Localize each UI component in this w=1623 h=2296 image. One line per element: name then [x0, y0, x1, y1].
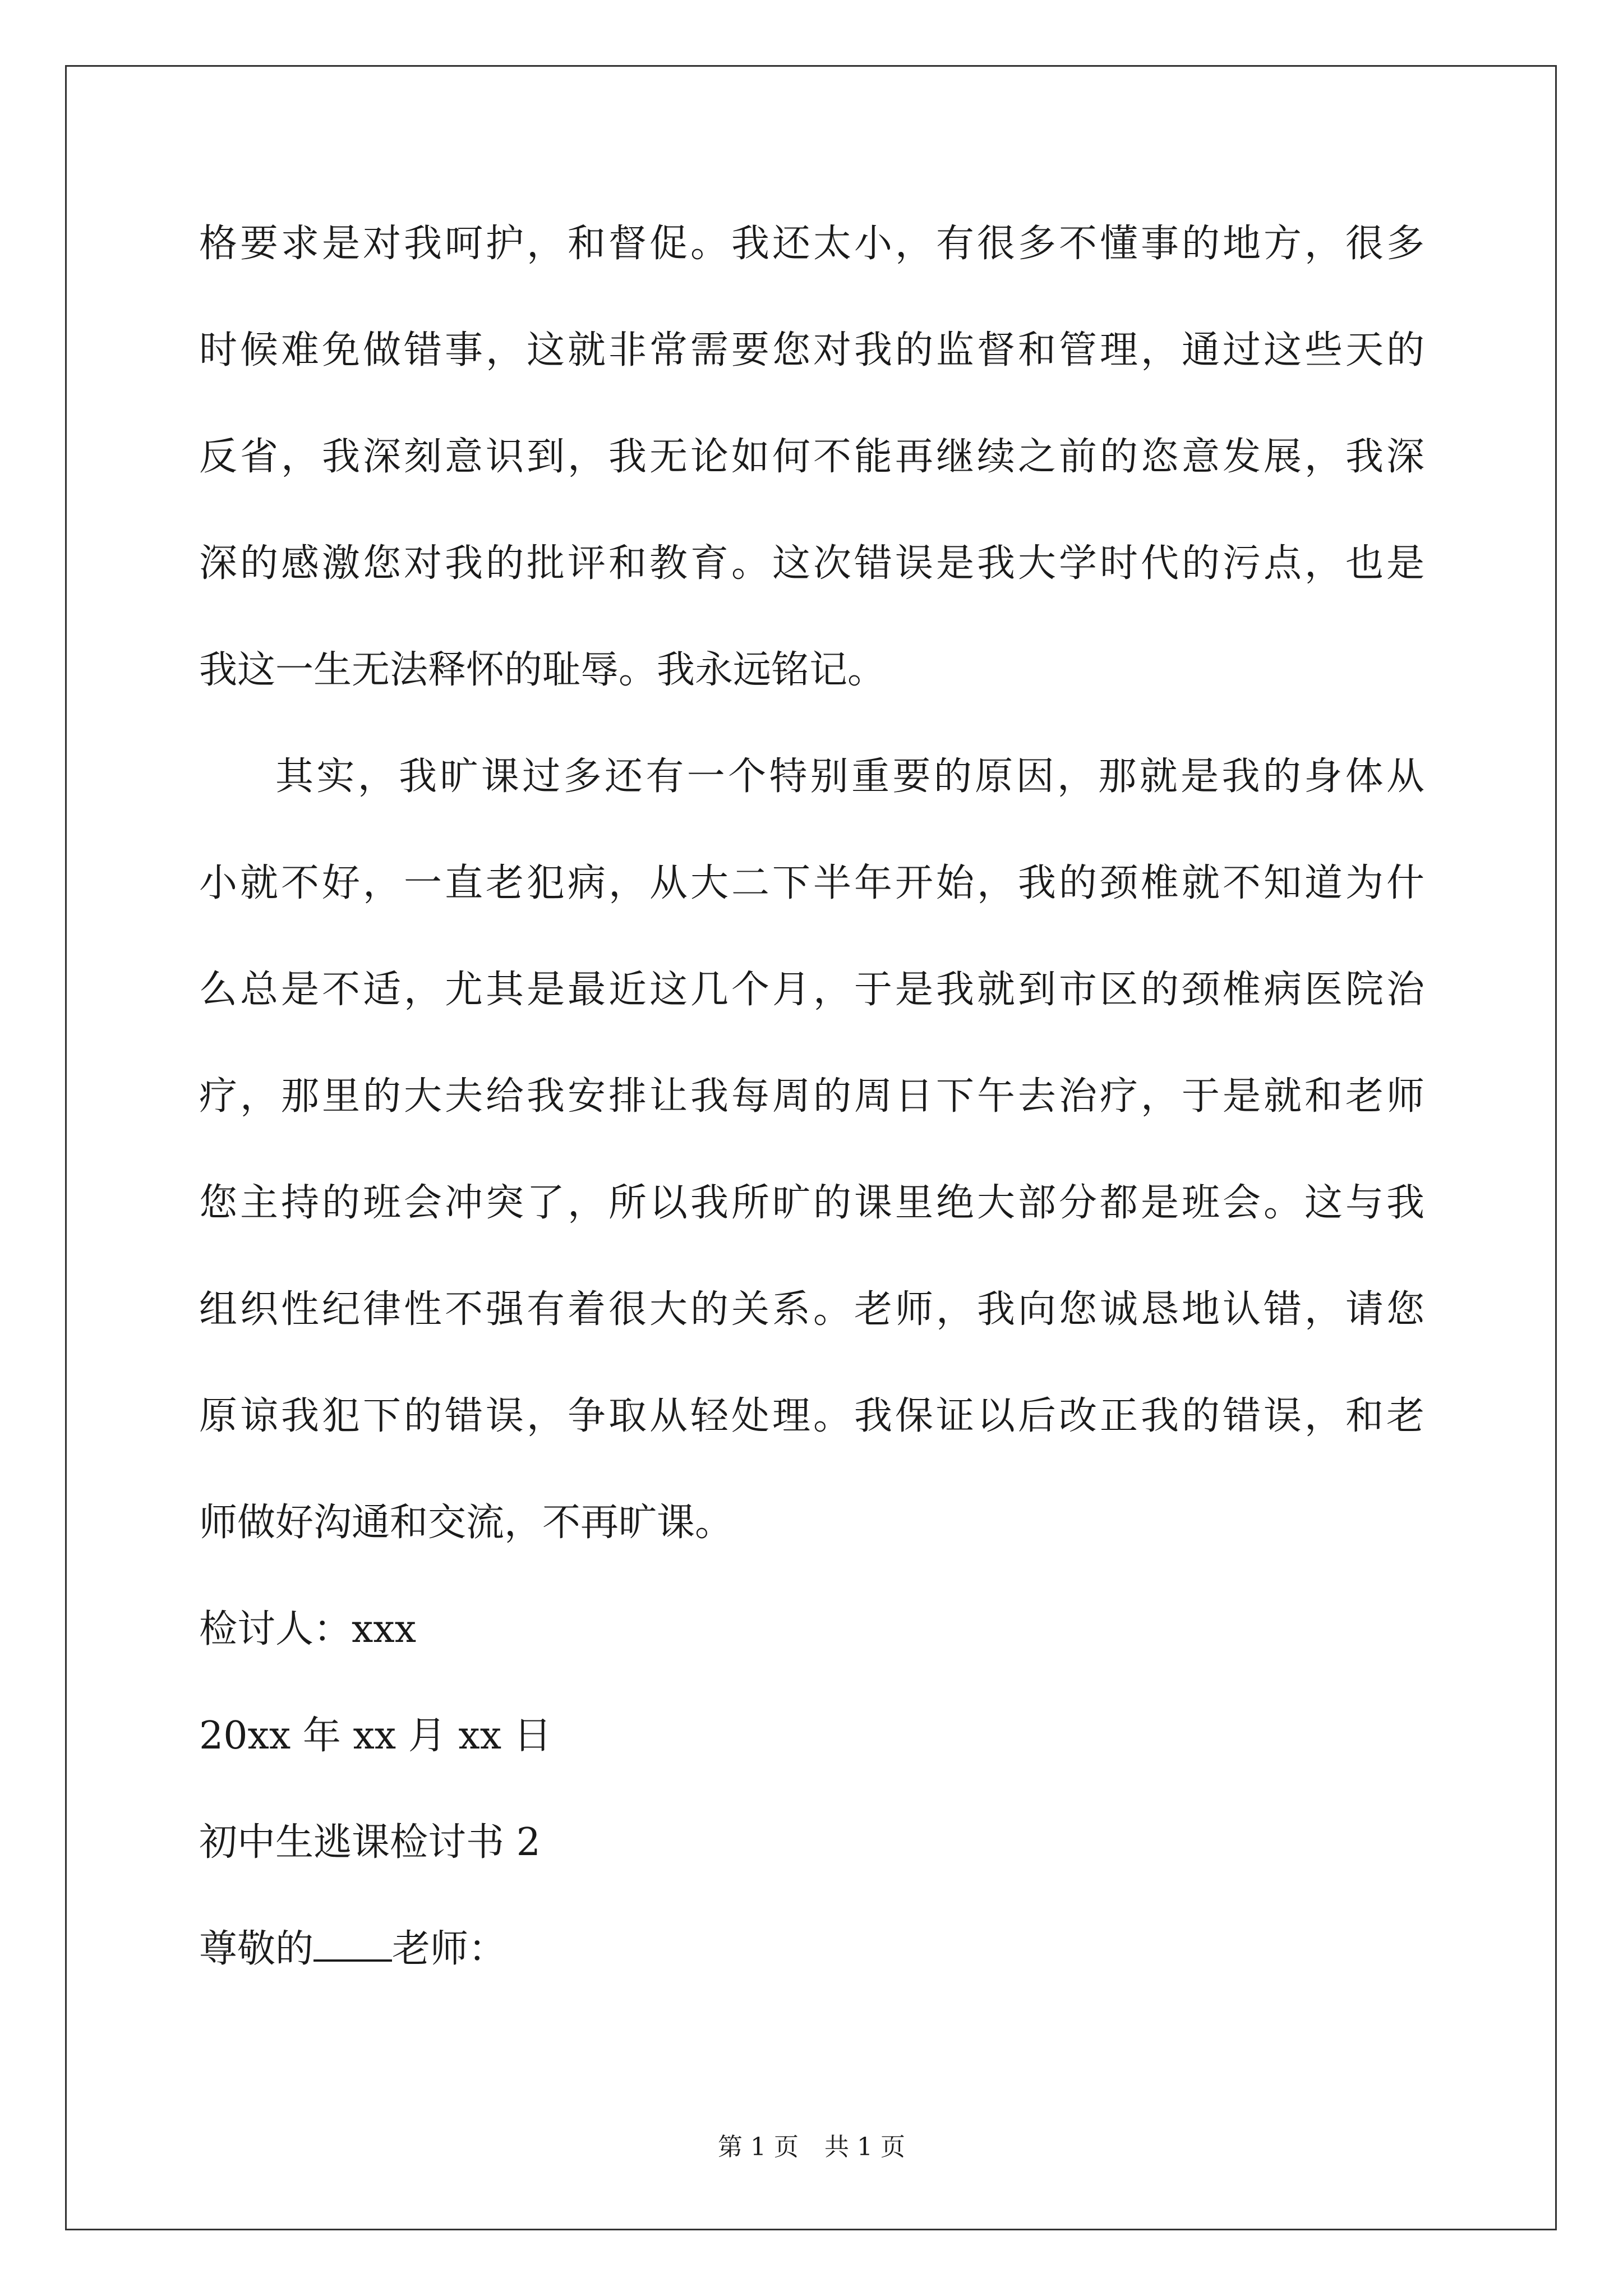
text-line-1: 格要求是对我呵护，和督促。我还太小，有很多不懂事的地方，很多 — [199, 222, 1424, 266]
reviewer-line: 检讨人：xxx — [199, 1607, 417, 1651]
text-line-7: 小就不好，一直老犯病，从大二下半年开始，我的颈椎就不知道为什 — [199, 861, 1424, 905]
total-pages-label: 共 1 页 — [824, 2133, 905, 2161]
current-page-label: 第 1 页 — [718, 2133, 799, 2161]
text-line-4: 深的感激您对我的批评和教育。这次错误是我大学时代的污点，也是 — [199, 541, 1424, 586]
salutation-prefix: 尊敬的 — [199, 1927, 314, 1971]
text-line-8: 么总是不适，尤其是最近这几个月，于是我就到市区的颈椎病医院治 — [199, 968, 1424, 1012]
salutation-line — [199, 1896, 1424, 2003]
text-line-5: 我这一生无法释怀的耻辱。我永远铭记。 — [199, 648, 886, 692]
text-line-10: 您主持的班会冲突了，所以我所旷的课里绝大部分都是班会。这与我 — [199, 1181, 1424, 1225]
text-line-6: 其实，我旷课过多还有一个特别重要的原因，那就是我的身体从 — [275, 754, 1424, 799]
text-line-13: 师做好沟通和交流，不再旷课。 — [199, 1501, 734, 1545]
section-title: 初中生逃课检讨书 2 — [199, 1820, 541, 1865]
page-footer — [0, 2131, 1623, 2164]
text-line-9: 疗，那里的大夫给我安排让我每周的周日下午去治疗，于是就和老师 — [199, 1074, 1424, 1119]
document-body — [199, 191, 1424, 2003]
date-line: 20xx 年 xx 月 xx 日 — [199, 1714, 552, 1758]
text-line-11: 组织性纪律性不强有着很大的关系。老师，我向您诚恳地认错，请您 — [199, 1287, 1424, 1332]
salutation-suffix: 老师： — [392, 1927, 507, 1971]
text-line-3: 反省，我深刻意识到，我无论如何不能再继续之前的恣意发展，我深 — [199, 435, 1424, 479]
text-line-12: 原谅我犯下的错误，争取从轻处理。我保证以后改正我的错误，和老 — [199, 1394, 1424, 1438]
text-line-2: 时候难免做错事，这就非常需要您对我的监督和管理，通过这些天的 — [199, 328, 1424, 372]
fill-in-blank — [313, 1926, 392, 1962]
